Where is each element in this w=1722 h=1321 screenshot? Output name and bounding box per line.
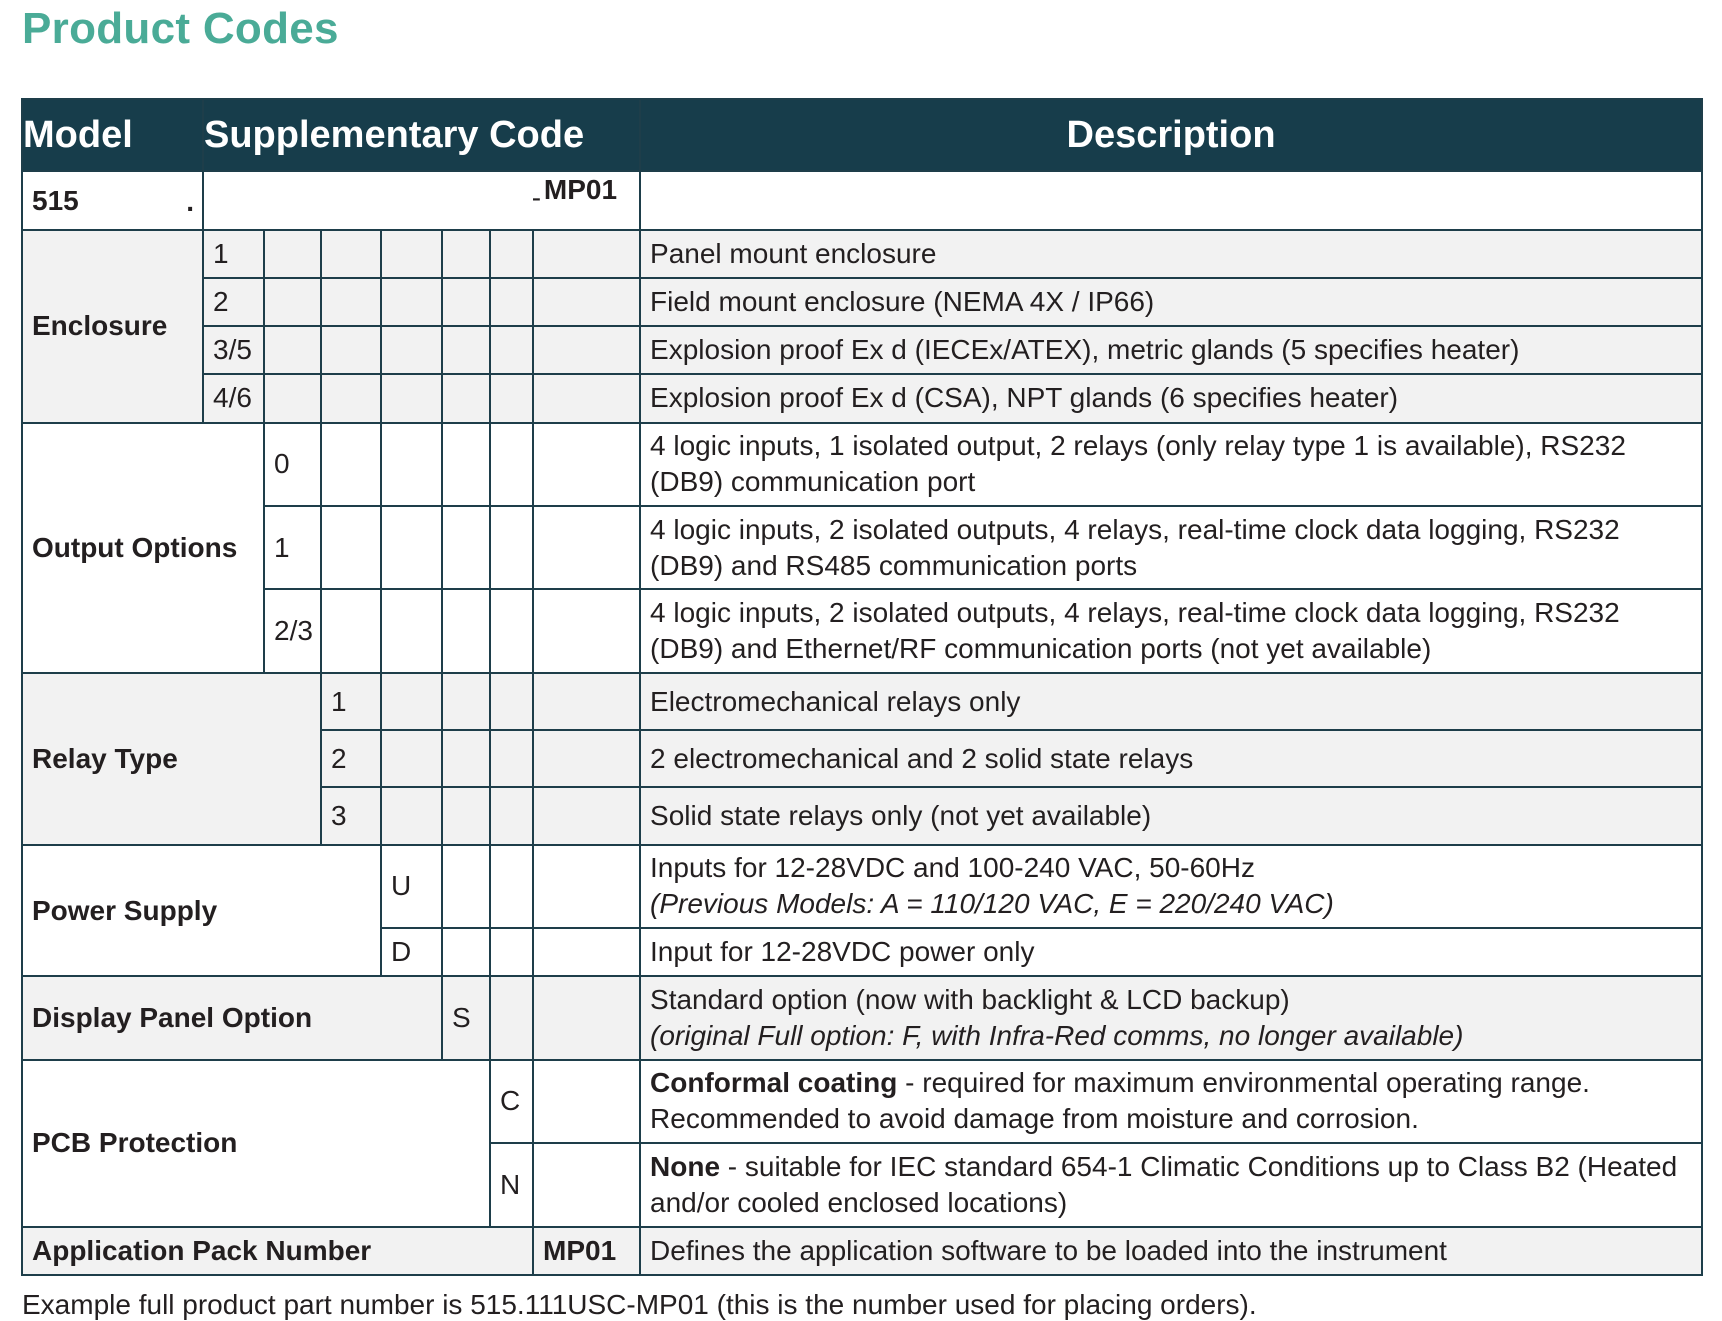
output-code: 2/3	[264, 589, 321, 672]
empty-cell	[533, 1143, 640, 1226]
empty-cell	[533, 423, 640, 506]
empty-cell	[381, 423, 442, 506]
empty-cell	[533, 506, 640, 589]
empty-cell	[381, 326, 442, 374]
relay-code: 2	[321, 730, 381, 787]
empty-cell	[490, 278, 533, 326]
relay-description: Electromechanical relays only	[640, 673, 1702, 730]
empty-cell	[442, 326, 490, 374]
output-description: 4 logic inputs, 1 isolated output, 2 relays (only relay type 1 is available), RS232 (DB9) communication port	[640, 423, 1702, 506]
enclosure-code: 3/5	[203, 326, 264, 374]
pcb-description	[640, 1060, 1702, 1143]
empty-cell	[442, 423, 490, 506]
output-description: 4 logic inputs, 2 isolated outputs, 4 relays, real-time clock data logging, RS232 (DB9) and RS485 communication ports	[640, 506, 1702, 589]
display-panel-description	[640, 976, 1702, 1059]
relay-code: 1	[321, 673, 381, 730]
pcb-code: N	[490, 1143, 533, 1226]
empty-cell	[381, 278, 442, 326]
table-row	[22, 589, 1702, 672]
display-panel-note: (original Full option: F, with Infra-Red comms, no longer available)	[650, 1020, 1464, 1052]
empty-cell	[490, 506, 533, 589]
enclosure-description: Explosion proof Ex d (IECEx/ATEX), metric glands (5 specifies heater)	[640, 326, 1702, 374]
empty-cell	[321, 230, 381, 278]
header-row	[22, 99, 1702, 171]
supplementary-code-cell	[203, 171, 640, 229]
power-code: D	[381, 928, 442, 976]
model-description-cell	[640, 171, 1702, 229]
enclosure-description: Panel mount enclosure	[640, 230, 1702, 278]
pcb-option-text: - required for maximum environmental operating range. Recommended to avoid damage from moisture and corrosion.	[650, 1067, 1590, 1135]
enclosure-description: Explosion proof Ex d (CSA), NPT glands (6 specifies heater)	[640, 374, 1702, 422]
code-dash: -	[531, 182, 542, 214]
empty-cell	[442, 928, 490, 976]
power-supply-label: Power Supply	[22, 845, 381, 977]
empty-cell	[321, 326, 381, 374]
power-code: U	[381, 845, 442, 928]
code-suffix: MP01	[543, 174, 618, 206]
pcb-option-name: None	[650, 1150, 721, 1182]
empty-cell	[490, 976, 533, 1059]
empty-cell	[381, 730, 442, 787]
pcb-protection-label: PCB Protection	[22, 1060, 490, 1227]
display-panel-description-text: Standard option (now with backlight & LCD backup)	[650, 984, 1290, 1016]
empty-cell	[490, 928, 533, 976]
empty-cell	[490, 730, 533, 787]
table-row	[22, 1227, 1702, 1275]
empty-cell	[442, 374, 490, 422]
empty-cell	[264, 230, 321, 278]
relay-description: 2 electromechanical and 2 solid state relays	[640, 730, 1702, 787]
table-row	[22, 423, 1702, 506]
power-previous-models-note: (Previous Models: A = 110/120 VAC, E = 220/240 VAC)	[650, 888, 1334, 920]
application-pack-code: MP01	[533, 1227, 640, 1275]
empty-cell	[533, 787, 640, 844]
enclosure-description: Field mount enclosure (NEMA 4X / IP66)	[640, 278, 1702, 326]
empty-cell	[381, 787, 442, 844]
header-model: Model	[22, 99, 203, 171]
relay-type-label: Relay Type	[22, 673, 321, 845]
enclosure-code: 1	[203, 230, 264, 278]
empty-cell	[442, 845, 490, 928]
table-row	[22, 845, 1702, 928]
model-row	[22, 171, 1702, 229]
display-panel-code: S	[442, 976, 490, 1059]
relay-code: 3	[321, 787, 381, 844]
empty-cell	[442, 506, 490, 589]
enclosure-code: 4/6	[203, 374, 264, 422]
output-options-label: Output Options	[22, 423, 264, 673]
empty-cell	[442, 787, 490, 844]
product-codes-table	[21, 98, 1703, 1276]
empty-cell	[442, 730, 490, 787]
header-description: Description	[640, 99, 1702, 171]
empty-cell	[264, 326, 321, 374]
model-number-cell	[22, 171, 203, 229]
enclosure-label: Enclosure	[22, 230, 203, 423]
pcb-code: C	[490, 1060, 533, 1143]
empty-cell	[264, 374, 321, 422]
empty-cell	[442, 278, 490, 326]
table-row	[22, 278, 1702, 326]
relay-description: Solid state relays only (not yet available)	[640, 787, 1702, 844]
table-row	[22, 374, 1702, 422]
empty-cell	[533, 673, 640, 730]
empty-cell	[321, 423, 381, 506]
empty-cell	[490, 423, 533, 506]
table-row	[22, 326, 1702, 374]
empty-cell	[533, 278, 640, 326]
empty-cell	[321, 589, 381, 672]
empty-cell	[533, 374, 640, 422]
empty-cell	[533, 1060, 640, 1143]
empty-cell	[321, 506, 381, 589]
empty-cell	[490, 845, 533, 928]
empty-cell	[442, 589, 490, 672]
table-row	[22, 1060, 1702, 1143]
empty-cell	[381, 230, 442, 278]
application-pack-description: Defines the application software to be loaded into the instrument	[640, 1227, 1702, 1275]
empty-cell	[490, 787, 533, 844]
empty-cell	[381, 374, 442, 422]
empty-cell	[533, 326, 640, 374]
enclosure-code: 2	[203, 278, 264, 326]
pcb-description	[640, 1143, 1702, 1226]
empty-cell	[533, 589, 640, 672]
empty-cell	[490, 374, 533, 422]
table-row	[22, 230, 1702, 278]
display-panel-label: Display Panel Option	[22, 976, 442, 1059]
pcb-option-name: Conformal coating	[650, 1067, 898, 1099]
header-supplementary-code: Supplementary Code	[203, 99, 640, 171]
pcb-option-text: - suitable for IEC standard 654-1 Climatic Conditions up to Class B2 (Heated and/or cooled enclosed locations)	[650, 1150, 1678, 1218]
empty-cell	[381, 673, 442, 730]
empty-cell	[533, 928, 640, 976]
empty-cell	[264, 278, 321, 326]
empty-cell	[321, 278, 381, 326]
application-pack-label: Application Pack Number	[22, 1227, 533, 1275]
table-row	[22, 506, 1702, 589]
empty-cell	[533, 730, 640, 787]
power-description-text: Inputs for 12-28VDC and 100-240 VAC, 50-60Hz	[650, 852, 1255, 884]
empty-cell	[381, 506, 442, 589]
output-code: 1	[264, 506, 321, 589]
table-row	[22, 976, 1702, 1059]
empty-cell	[490, 673, 533, 730]
table-row	[22, 673, 1702, 730]
power-description	[640, 845, 1702, 928]
empty-cell	[490, 589, 533, 672]
model-number: 515	[32, 184, 79, 216]
empty-cell	[533, 976, 640, 1059]
model-dot: .	[186, 186, 194, 218]
output-code: 0	[264, 423, 321, 506]
power-description: Input for 12-28VDC power only	[640, 928, 1702, 976]
empty-cell	[533, 845, 640, 928]
empty-cell	[490, 326, 533, 374]
empty-cell	[533, 230, 640, 278]
example-part-number-note: Example full product part number is 515.111USC-MP01 (this is the number used for placing orders).	[22, 1289, 1257, 1320]
output-description: 4 logic inputs, 2 isolated outputs, 4 relays, real-time clock data logging, RS232 (DB9) and Ethernet/RF communication ports (not yet available)	[640, 589, 1702, 672]
empty-cell	[490, 230, 533, 278]
empty-cell	[381, 589, 442, 672]
empty-cell	[442, 230, 490, 278]
empty-cell	[442, 673, 490, 730]
empty-cell	[321, 374, 381, 422]
page-title: Product Codes	[22, 4, 339, 53]
